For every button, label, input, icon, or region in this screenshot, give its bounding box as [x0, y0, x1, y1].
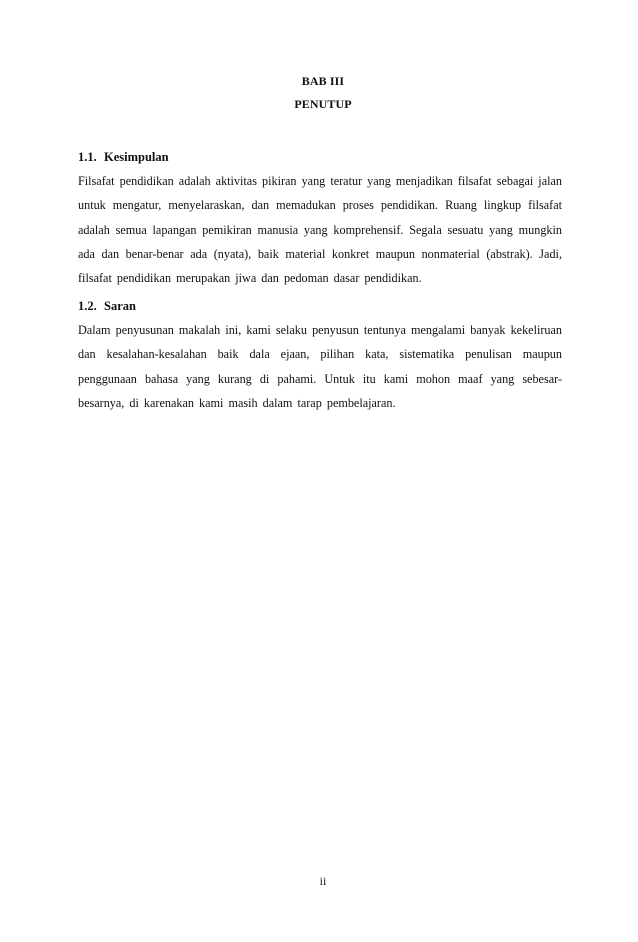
section-number: 1.1.: [78, 150, 97, 164]
section-heading: [78, 149, 562, 166]
section-heading: [78, 298, 562, 315]
section-number: 1.2.: [78, 299, 97, 313]
section-title: Kesimpulan: [104, 150, 169, 164]
section-kesimpulan: [78, 149, 562, 290]
chapter-title: PENUTUP: [294, 97, 352, 111]
page-number: ii: [319, 874, 327, 888]
section-paragraph: Dalam penyusunan makalah ini, kami selaku penyusun tentunya mengalami banyak kekeliruan dan kesalahan-kesalahan baik dala ejaan, pilihan kata, sistematika penulisan maupun penggunaan bahasa yang kurang di pahami. Untuk itu kami mohon maaf yang sebesar-besarnya, di karenakan kami masih dalam tarap pembelajaran.: [78, 323, 562, 410]
section-title: Saran: [104, 299, 136, 313]
section-paragraph: Filsafat pendidikan adalah aktivitas pikiran yang teratur yang menjadikan filsafat sebagai jalan untuk mengatur, menyelaraskan, dan memadukan proses pendidikan. Ruang lingkup filsafat adalah semua lapangan pemikiran manusia yang komprehensif. Segala sesuatu yang mungkin ada dan benar-benar ada (nyata), baik material konkret maupun nonmaterial (abstrak). Jadi, filsafat pendidikan merupakan jiwa dan pedoman dasar pendidikan.: [78, 174, 562, 286]
chapter-number: BAB III: [301, 74, 345, 88]
section-saran: [78, 298, 562, 415]
